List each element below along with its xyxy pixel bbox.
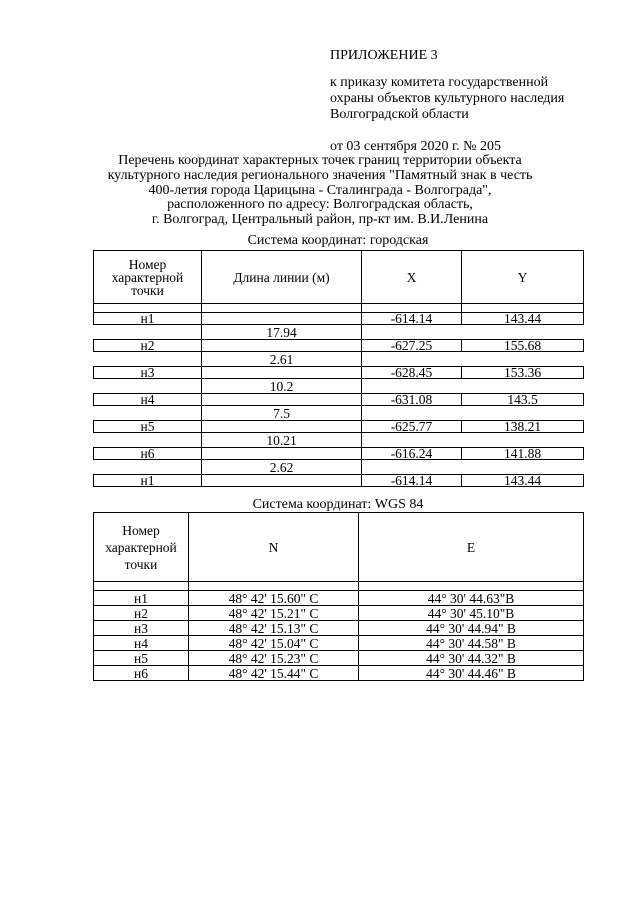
- point-x: -628.45: [362, 367, 462, 379]
- point-y: 155.68: [462, 340, 584, 352]
- header-y: Y: [462, 251, 584, 304]
- wgs84-coordinates-table: [93, 512, 584, 681]
- line-length: 10.21: [202, 433, 362, 448]
- line-length: 17.94: [202, 325, 362, 340]
- city-coordinates-table: [93, 250, 584, 487]
- line-length: 7.5: [202, 406, 362, 421]
- line-length: 2.62: [202, 460, 362, 475]
- table-row: [94, 367, 584, 379]
- point-y: 153.36: [462, 367, 584, 379]
- order-line: Волгоградской области: [330, 107, 469, 122]
- line-length: 10.2: [202, 379, 362, 394]
- point-y: 143.44: [462, 313, 584, 325]
- heading-line: расположенного по адресу: Волгоградская область,: [167, 197, 473, 213]
- point-name: н1: [94, 313, 202, 325]
- heading-line: Перечень координат характерных точек границ территории объекта: [118, 153, 522, 168]
- point-y: 143.5: [462, 394, 584, 406]
- point-name: н5: [94, 421, 202, 433]
- heading-line: культурного наследия регионального значения "Памятный знак в честь: [107, 167, 533, 183]
- point-y: 141.88: [462, 448, 584, 460]
- header-n: N: [189, 513, 359, 582]
- point-name: н3: [94, 367, 202, 379]
- table-row: [94, 636, 584, 651]
- header-line-length: Длина линии (м): [202, 251, 362, 304]
- header-e: E: [359, 513, 584, 582]
- table-row: [94, 394, 584, 406]
- latitude: 48° 42' 15.44" С: [189, 666, 359, 681]
- latitude: 48° 42' 15.23" С: [189, 651, 359, 666]
- header-point-number: Номер характерной точки: [94, 251, 202, 304]
- latitude: 48° 42' 15.13" С: [189, 621, 359, 636]
- point-x: -631.08: [362, 394, 462, 406]
- table2-caption: Система координат: WGS 84: [252, 497, 424, 512]
- point-name: н2: [94, 606, 189, 621]
- order-reference: [330, 75, 630, 123]
- table-row: [94, 421, 584, 433]
- point-x: -614.14: [362, 475, 462, 487]
- spacer-row: [94, 582, 584, 591]
- longitude: 44° 30' 44.32" В: [359, 651, 584, 666]
- point-y: 143.44: [462, 475, 584, 487]
- point-name: н6: [94, 666, 189, 681]
- table-row: [94, 448, 584, 460]
- point-name: н5: [94, 651, 189, 666]
- header-point-number: Номер характерной точки: [94, 513, 189, 582]
- point-name: н3: [94, 621, 189, 636]
- table-row: [94, 666, 584, 681]
- order-line: к приказу комитета государственной: [330, 75, 549, 90]
- table-row: [94, 591, 584, 606]
- longitude: 44° 30' 44.94" В: [359, 621, 584, 636]
- line-length: 2.61: [202, 352, 362, 367]
- table-row: [94, 651, 584, 666]
- point-name: н4: [94, 636, 189, 651]
- longitude: 44° 30' 44.46" В: [359, 666, 584, 681]
- latitude: 48° 42' 15.21" С: [189, 606, 359, 621]
- table-row: [94, 475, 584, 487]
- document-heading: [80, 154, 560, 228]
- table1-caption: Система координат: городская: [247, 233, 429, 248]
- point-name: н2: [94, 340, 202, 352]
- table-row: [94, 340, 584, 352]
- latitude: 48° 42' 15.04" С: [189, 636, 359, 651]
- longitude: 44° 30' 45.10"В: [359, 606, 584, 621]
- point-name: н1: [94, 591, 189, 606]
- order-date: от 03 сентября 2020 г. № 205: [330, 139, 501, 154]
- point-x: -616.24: [362, 448, 462, 460]
- point-x: -627.25: [362, 340, 462, 352]
- point-x: -614.14: [362, 313, 462, 325]
- appendix-title: ПРИЛОЖЕНИЕ 3: [330, 48, 438, 63]
- point-y: 138.21: [462, 421, 584, 433]
- heading-line: г. Волгоград, Центральный район, пр-кт им. В.И.Ленина: [151, 212, 489, 228]
- table-row: [94, 606, 584, 621]
- latitude: 48° 42' 15.60" С: [189, 591, 359, 606]
- appendix-block: [330, 48, 630, 155]
- header-x: X: [362, 251, 462, 304]
- longitude: 44° 30' 44.58" В: [359, 636, 584, 651]
- point-name: н1: [94, 475, 202, 487]
- point-name: н6: [94, 448, 202, 460]
- table-row: [94, 313, 584, 325]
- heading-line: 400-летия города Царицына - Сталинграда - Волгограда",: [148, 182, 492, 198]
- order-line: охраны объектов культурного наследия: [330, 91, 565, 106]
- table-row: [94, 621, 584, 636]
- longitude: 44° 30' 44.63"В: [359, 591, 584, 606]
- point-name: н4: [94, 394, 202, 406]
- point-x: -625.77: [362, 421, 462, 433]
